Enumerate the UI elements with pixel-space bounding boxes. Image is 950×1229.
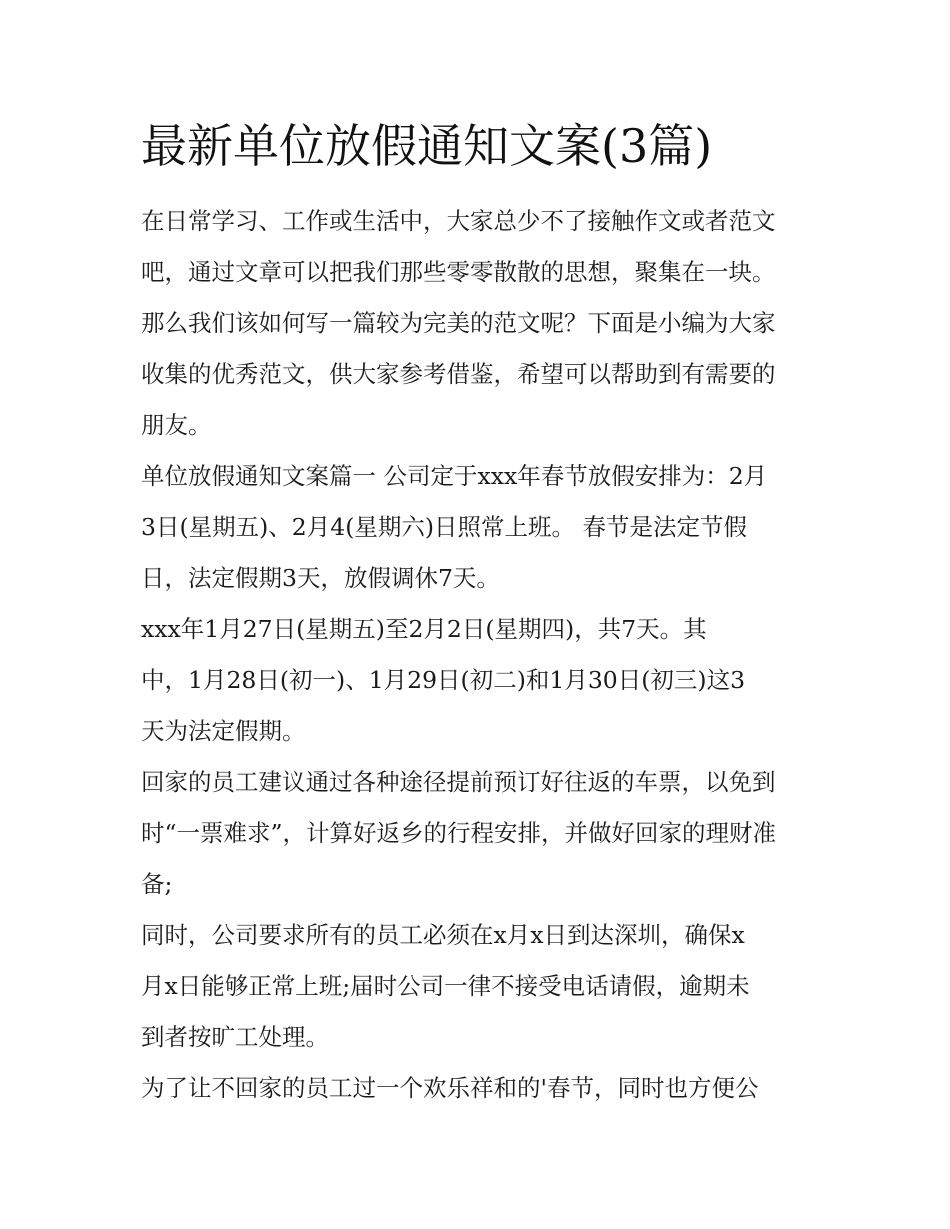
text-line: 3日(星期五)、2月4(星期六)日照常上班。 春节是法定节假 xyxy=(141,513,747,541)
text-line: 吧，通过文章可以把我们那些零零散散的思想，聚集在一块。 xyxy=(141,258,776,286)
text-line: 为了让不回家的员工过一个欢乐祥和的'春节，同时也方便公 xyxy=(141,1074,759,1102)
text-line: 那么我们该如何写一篇较为完美的范文呢？下面是小编为大家 xyxy=(141,309,776,337)
text-line: 单位放假通知文案篇一 公司定于xxx年春节放假安排为：2月 xyxy=(141,462,768,490)
text-line: 备; xyxy=(141,870,173,898)
text-line: 中，1月28日(初一)、1月29日(初二)和1月30日(初三)这3 xyxy=(141,666,746,694)
paragraph-return-policy xyxy=(141,910,813,1063)
paragraph-intro xyxy=(141,196,813,451)
text-line: 月x日能够正常上班;届时公司一律不接受电话请假，逾期未 xyxy=(141,972,750,1000)
text-line: 到者按旷工处理。 xyxy=(141,1023,329,1051)
text-line: xxx年1月27日(星期五)至2月2日(星期四)，共7天。其 xyxy=(141,615,707,643)
text-line: 回家的员工建议通过各种途径提前预订好往返的车票，以免到 xyxy=(141,768,776,796)
paragraph-staying-staff xyxy=(141,1063,813,1114)
text-line: 在日常学习、工作或生活中，大家总少不了接触作文或者范文 xyxy=(141,207,776,235)
text-line: 时“一票难求”，计算好返乡的行程安排，并做好回家的理财准 xyxy=(141,819,777,847)
text-line: 收集的优秀范文，供大家参考借鉴，希望可以帮助到有需要的 xyxy=(141,360,776,388)
document-body xyxy=(141,112,813,1114)
title-block xyxy=(141,112,813,196)
paragraph-notice-one xyxy=(141,451,813,604)
page-title: 最新单位放假通知文案(3篇) xyxy=(141,119,713,173)
text-line: 天为法定假期。 xyxy=(141,717,306,745)
paragraph-holiday-dates xyxy=(141,604,813,757)
text-line: 日，法定假期3天，放假调休7天。 xyxy=(141,564,500,592)
text-line: 朋友。 xyxy=(141,411,212,439)
text-line: 同时，公司要求所有的员工必须在x月x日到达深圳，确保x xyxy=(141,921,745,949)
paragraph-travel-advice xyxy=(141,757,813,910)
